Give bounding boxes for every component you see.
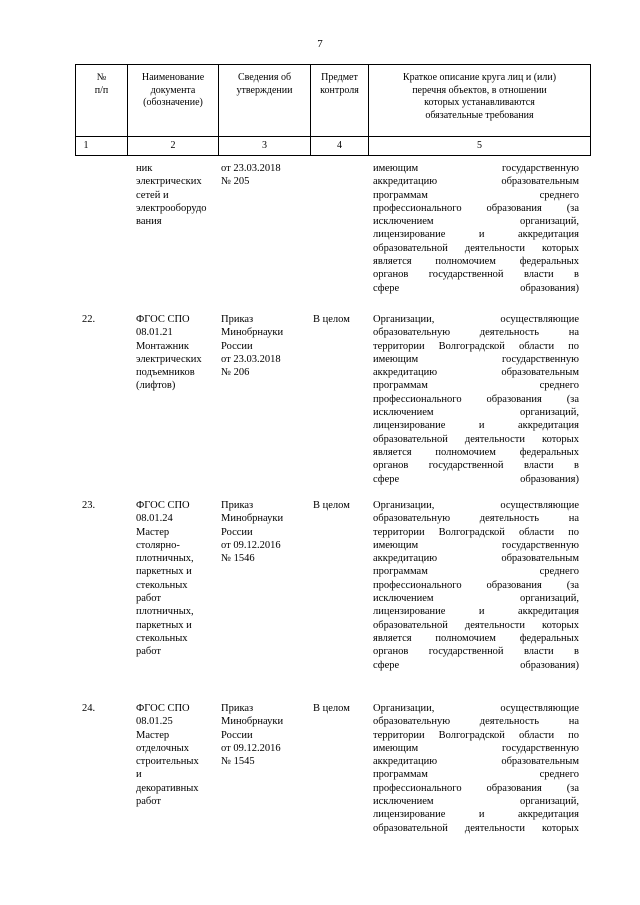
description-line: образовательной деятельности которых	[373, 619, 579, 631]
document-name-line: плотничных,	[136, 606, 194, 618]
description-line: лицензирование и аккредитация	[373, 229, 579, 241]
approval-line: Приказ	[221, 500, 254, 511]
document-name-line: 08.01.24	[136, 513, 173, 525]
description-line: программам среднего	[373, 566, 579, 578]
description-line: программам среднего	[373, 189, 579, 201]
row-number	[82, 702, 112, 715]
document-name-line: вания	[136, 216, 162, 228]
description-line: органов государственной власти в	[373, 269, 579, 281]
description-line: является полномочием федеральных	[373, 256, 579, 268]
description-line: имеющим государственную	[373, 539, 579, 551]
header-col-approval: Сведения об утверждении	[236, 72, 293, 96]
document-name-line: работ	[136, 646, 161, 658]
description-line: лицензирование и аккредитация	[373, 809, 579, 821]
approval-info	[221, 499, 311, 565]
document-name-line: ник	[136, 163, 153, 174]
document-name-line: отделочных	[136, 742, 189, 754]
description-line: является полномочием федеральных	[373, 632, 579, 644]
description-line: органов государственной власти в	[373, 646, 579, 658]
document-name-line: сетей и	[136, 189, 169, 201]
column-number: 3	[262, 140, 267, 151]
approval-line: России	[221, 340, 253, 352]
description-line: аккредитацию образовательным	[373, 176, 579, 188]
document-name-line: ФГОС СПО	[136, 703, 190, 714]
document-name-line: стекольных	[136, 632, 188, 644]
document-name-line: 08.01.25	[136, 716, 173, 728]
description-line: сфере образования)	[373, 473, 579, 485]
document-name-line: подъемников	[136, 367, 195, 379]
description-line: имеющим государственную	[373, 353, 579, 365]
approval-line: Минобрнауки	[221, 716, 284, 728]
description-line: Организации, осуществляющие	[373, 314, 579, 325]
document-name-line: электрических	[136, 353, 202, 365]
header-bottom-line	[75, 136, 591, 137]
row-number-text: 24.	[82, 703, 96, 714]
document-name-line: 08.01.21	[136, 327, 173, 339]
approval-info	[221, 702, 311, 768]
approval-line: № 205	[221, 176, 250, 188]
description-line: имеющим государственную	[373, 742, 579, 754]
document-name-line: Монтажник	[136, 340, 189, 352]
document-name-line: ФГОС СПО	[136, 314, 190, 325]
description-line: образовательную деятельность на	[373, 327, 579, 339]
document-name	[136, 162, 216, 228]
description	[373, 313, 579, 486]
document-name-line: паркетных и	[136, 566, 192, 578]
description-line: образовательную деятельность на	[373, 716, 579, 728]
document-name-line: ФГОС СПО	[136, 500, 190, 511]
row-number	[82, 313, 112, 326]
approval-line: Приказ	[221, 314, 254, 325]
row-number-text: 23.	[82, 500, 96, 511]
document-name-line: электрооборудо	[136, 202, 207, 214]
column-number: 1	[83, 140, 89, 151]
description-line: образовательную деятельность на	[373, 513, 579, 525]
approval-line: № 1545	[221, 756, 255, 768]
control-subject-text: В целом	[313, 500, 350, 511]
description-line: является полномочием федеральных	[373, 446, 579, 458]
control-subject-text: В целом	[313, 703, 350, 714]
approval-info	[221, 162, 311, 189]
document-name-line: столярно-	[136, 539, 180, 551]
approval-info	[221, 313, 311, 379]
description-line: образовательной деятельности которых	[373, 433, 579, 445]
approval-line: от 09.12.2016	[221, 539, 281, 551]
document-name-line: и	[136, 769, 142, 781]
description	[373, 499, 579, 672]
description-line: профессионального образования (за	[373, 393, 579, 405]
description-line: аккредитацию образовательным	[373, 367, 579, 379]
document-name	[136, 499, 216, 659]
approval-line: Приказ	[221, 703, 254, 714]
page-number: 7	[317, 38, 323, 50]
document-name-line: Мастер	[136, 729, 170, 741]
approval-line: от 23.03.2018	[221, 353, 281, 365]
grid-line	[590, 64, 591, 155]
approval-line: Минобрнауки	[221, 513, 284, 525]
column-number: 5	[477, 140, 482, 151]
description	[373, 162, 579, 295]
approval-line: России	[221, 729, 253, 741]
description-line: Организации, осуществляющие	[373, 703, 579, 714]
document-name-line: (лифтов)	[136, 380, 176, 392]
description-line: программам среднего	[373, 769, 579, 781]
document-name-line: паркетных и	[136, 619, 192, 631]
description-line: профессионального образования (за	[373, 782, 579, 794]
document-name-line: электрических	[136, 176, 202, 188]
description-line: лицензирование и аккредитация	[373, 606, 579, 618]
document-name	[136, 702, 216, 808]
document-name-line: строительных	[136, 756, 199, 768]
header-col-description: Краткое описание круга лиц и (или) перечня объектов, в отношении которых устанавливаются обязательные требования	[402, 72, 557, 121]
document-name-line: плотничных,	[136, 553, 194, 565]
approval-line: России	[221, 526, 253, 538]
description-line: органов государственной власти в	[373, 460, 579, 472]
document-name-line: декоративных	[136, 782, 199, 794]
control-subject-text: В целом	[313, 314, 350, 325]
description-line: профессионального образования (за	[373, 202, 579, 214]
approval-line: Минобрнауки	[221, 327, 284, 339]
description-line: образовательной деятельности которых	[373, 242, 579, 254]
header-top-line	[75, 64, 591, 65]
approval-line: от 23.03.2018	[221, 163, 281, 174]
control-subject	[313, 702, 369, 715]
control-subject	[313, 313, 369, 326]
description-line: исключением организаций,	[373, 796, 579, 808]
control-subject	[313, 499, 369, 512]
description-line: Организации, осуществляющие	[373, 500, 579, 511]
approval-line: от 09.12.2016	[221, 742, 281, 754]
approval-line: № 1546	[221, 553, 255, 565]
description-line: сфере образования)	[373, 282, 579, 294]
description-line: аккредитацию образовательным	[373, 553, 579, 565]
description-line: программам среднего	[373, 380, 579, 392]
description-line: исключением организаций,	[373, 407, 579, 419]
number-row-bottom-line	[75, 155, 591, 156]
row-number-text: 22.	[82, 314, 96, 325]
header-col-subject: Предмет контроля	[320, 72, 359, 96]
description-line: образовательной деятельности которых	[373, 822, 579, 834]
description-line: имеющим государственную	[373, 163, 579, 174]
header-col-number: № п/п	[94, 72, 109, 96]
description-line: исключением организаций,	[373, 216, 579, 228]
description	[373, 702, 579, 835]
document-name	[136, 313, 216, 393]
document-name-line: Мастер	[136, 526, 170, 538]
document-name-line: стекольных	[136, 579, 188, 591]
column-number: 4	[337, 140, 342, 151]
description-line: территории Волгоградской области по	[373, 340, 579, 352]
description-line: профессионального образования (за	[373, 579, 579, 591]
row-number	[82, 499, 112, 512]
description-line: сфере образования)	[373, 659, 579, 671]
description-line: лицензирование и аккредитация	[373, 420, 579, 432]
header-col-document: Наименование документа (обозначение)	[141, 72, 205, 108]
document-name-line: работ	[136, 593, 161, 605]
approval-line: № 206	[221, 367, 250, 379]
description-line: территории Волгоградской области по	[373, 526, 579, 538]
description-line: исключением организаций,	[373, 593, 579, 605]
description-line: территории Волгоградской области по	[373, 729, 579, 741]
description-line: аккредитацию образовательным	[373, 756, 579, 768]
document-name-line: работ	[136, 796, 161, 808]
column-number: 2	[170, 140, 176, 151]
